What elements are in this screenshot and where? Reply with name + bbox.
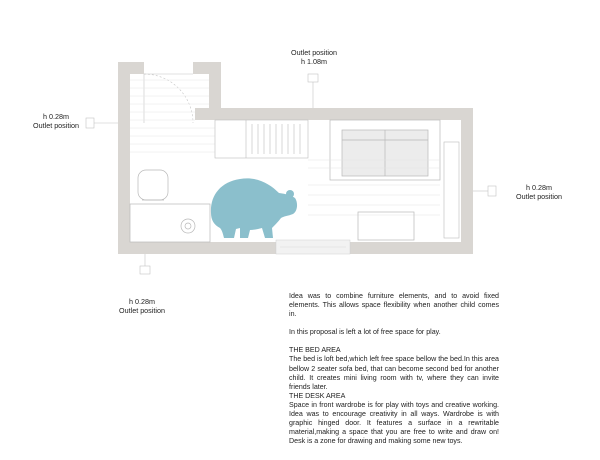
outlet-right-height: h 0.28m xyxy=(526,183,552,192)
outlet-top xyxy=(284,48,344,66)
outlet-left xyxy=(30,112,82,130)
outlet-top-label: Outlet position xyxy=(291,48,337,57)
sofa-bed xyxy=(330,120,440,180)
desk-area-heading: THE DESK AREA xyxy=(289,391,346,400)
description-text xyxy=(289,292,499,446)
bear-ear-icon xyxy=(286,190,294,198)
outlet-left-label: Outlet position xyxy=(33,121,79,130)
outlet-bottom-height: h 0.28m xyxy=(129,297,155,306)
intro-paragraph: Idea was to combine furniture elements, and to avoid fixed elements. This allows space flexibility when another child comes in. xyxy=(289,292,499,319)
outlet-bottom-label: Outlet position xyxy=(119,306,165,315)
desk-area-paragraph: Space in front wardrobe is for play with toys and creative working. Idea was to encourage creativity in all ways. Wardrobe is with graphic hinged door. It features a surface in a rewritable material,making a space that you are free to write and draw on! Desk is a zone for drawing and making some new toys. xyxy=(289,400,499,446)
outlet-bottom xyxy=(112,297,172,315)
desk-chair xyxy=(138,170,168,200)
door xyxy=(144,74,193,123)
bed-area-heading: THE BED AREA xyxy=(289,346,341,355)
wardrobe xyxy=(215,120,308,158)
outlet-top-height: h 1.08m xyxy=(301,57,327,66)
bear-rug-icon xyxy=(211,178,297,238)
outlet-right xyxy=(509,183,569,201)
free-space-paragraph: In this proposal is left a lot of free space for play. xyxy=(289,328,441,337)
outlet-right-label: Outlet position xyxy=(516,192,562,201)
desk xyxy=(130,204,210,242)
floor-lines xyxy=(308,160,440,215)
right-cabinet xyxy=(444,142,459,238)
tv-table xyxy=(358,212,414,240)
outlet-left-height: h 0.28m xyxy=(43,112,69,121)
bed-area-paragraph: The bed is loft bed,which left free space bellow the bed.In this area bellow 2 seater sofa bed, that can become second bed for another child. It creates mini living room with tv, where they can invite friends later. xyxy=(289,355,499,391)
